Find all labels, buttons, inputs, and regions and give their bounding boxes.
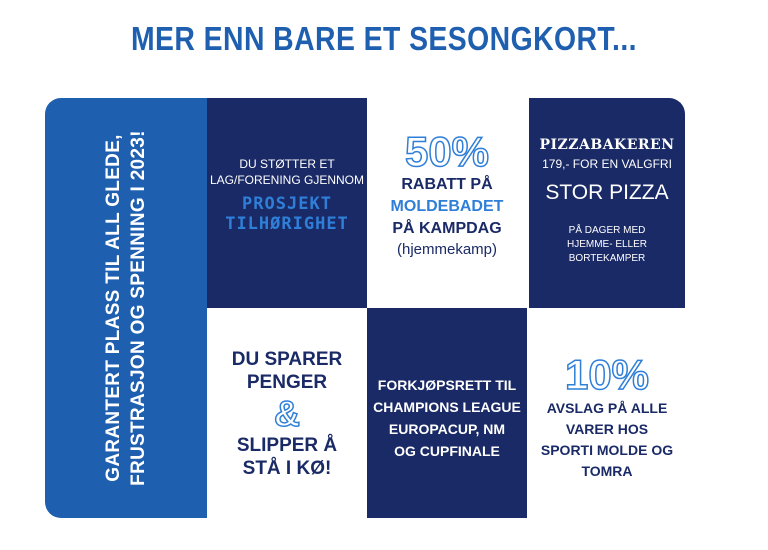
savings-line-4: STÅ I KØ! xyxy=(242,458,332,479)
pizza-brand: PIZZABAKEREN xyxy=(539,137,675,153)
presale-cell xyxy=(367,308,527,518)
benefits-grid xyxy=(45,98,685,518)
project-cell xyxy=(207,98,367,308)
moldebadet-line-2: MOLDEBADET xyxy=(390,198,504,215)
moldebadet-cell xyxy=(367,98,527,308)
left-panel-line-1: GARANTERT PLASS TIL ALL GLEDE, xyxy=(103,134,124,482)
discount-cell xyxy=(529,308,685,518)
discount-line-4: TOMRA xyxy=(581,463,633,479)
discount-line-3: SPORTI MOLDE OG xyxy=(540,442,674,458)
moldebadet-line-3: PÅ KAMPDAG xyxy=(392,220,502,237)
presale-line-3: EUROPACUP, NM xyxy=(388,421,506,437)
moldebadet-percent: 50% xyxy=(404,128,490,175)
savings-line-2: PENGER xyxy=(246,372,328,393)
savings-line-3: SLIPPER Å xyxy=(236,435,338,456)
moldebadet-line-4: (hjemmekamp) xyxy=(396,241,498,258)
pizza-price: 179,- FOR EN VALGFRI xyxy=(542,157,672,171)
pizza-cell xyxy=(529,98,685,308)
project-line-2: LAG/FORENING GJENNOM xyxy=(209,173,364,187)
left-panel xyxy=(45,98,207,518)
discount-line-2: VARER HOS xyxy=(565,421,649,437)
pizza-note-2: HJEMME- ELLER BORTEKAMPER xyxy=(566,239,647,264)
pizza-note-1: PÅ DAGER MED xyxy=(568,225,646,236)
presale-line-4: OG CUPFINALE xyxy=(394,443,500,459)
project-highlight-2: TILHØRIGHET xyxy=(225,214,349,234)
page-title: MER ENN BARE ET SESONGKORT... xyxy=(130,20,638,57)
savings-line-1: DU SPARER xyxy=(231,349,343,370)
presale-line-2: CHAMPIONS LEAGUE xyxy=(373,399,521,415)
savings-cell xyxy=(207,308,367,518)
left-panel-line-2: FRUSTRASJON OG SPENNING I 2023! xyxy=(128,130,149,486)
pizza-product: STOR PIZZA xyxy=(545,181,669,204)
discount-percent: 10% xyxy=(564,351,650,398)
project-line-1: DU STØTTER ET xyxy=(239,157,335,171)
presale-line-1: FORKJØPSRETT TIL xyxy=(377,377,517,393)
left-panel-text xyxy=(101,118,151,498)
discount-line-1: AVSLAG PÅ ALLE xyxy=(546,400,668,416)
project-highlight-1: PROSJEKT xyxy=(242,194,332,214)
savings-ampersand: & xyxy=(274,393,300,434)
moldebadet-line-1: RABATT PÅ xyxy=(401,176,493,193)
